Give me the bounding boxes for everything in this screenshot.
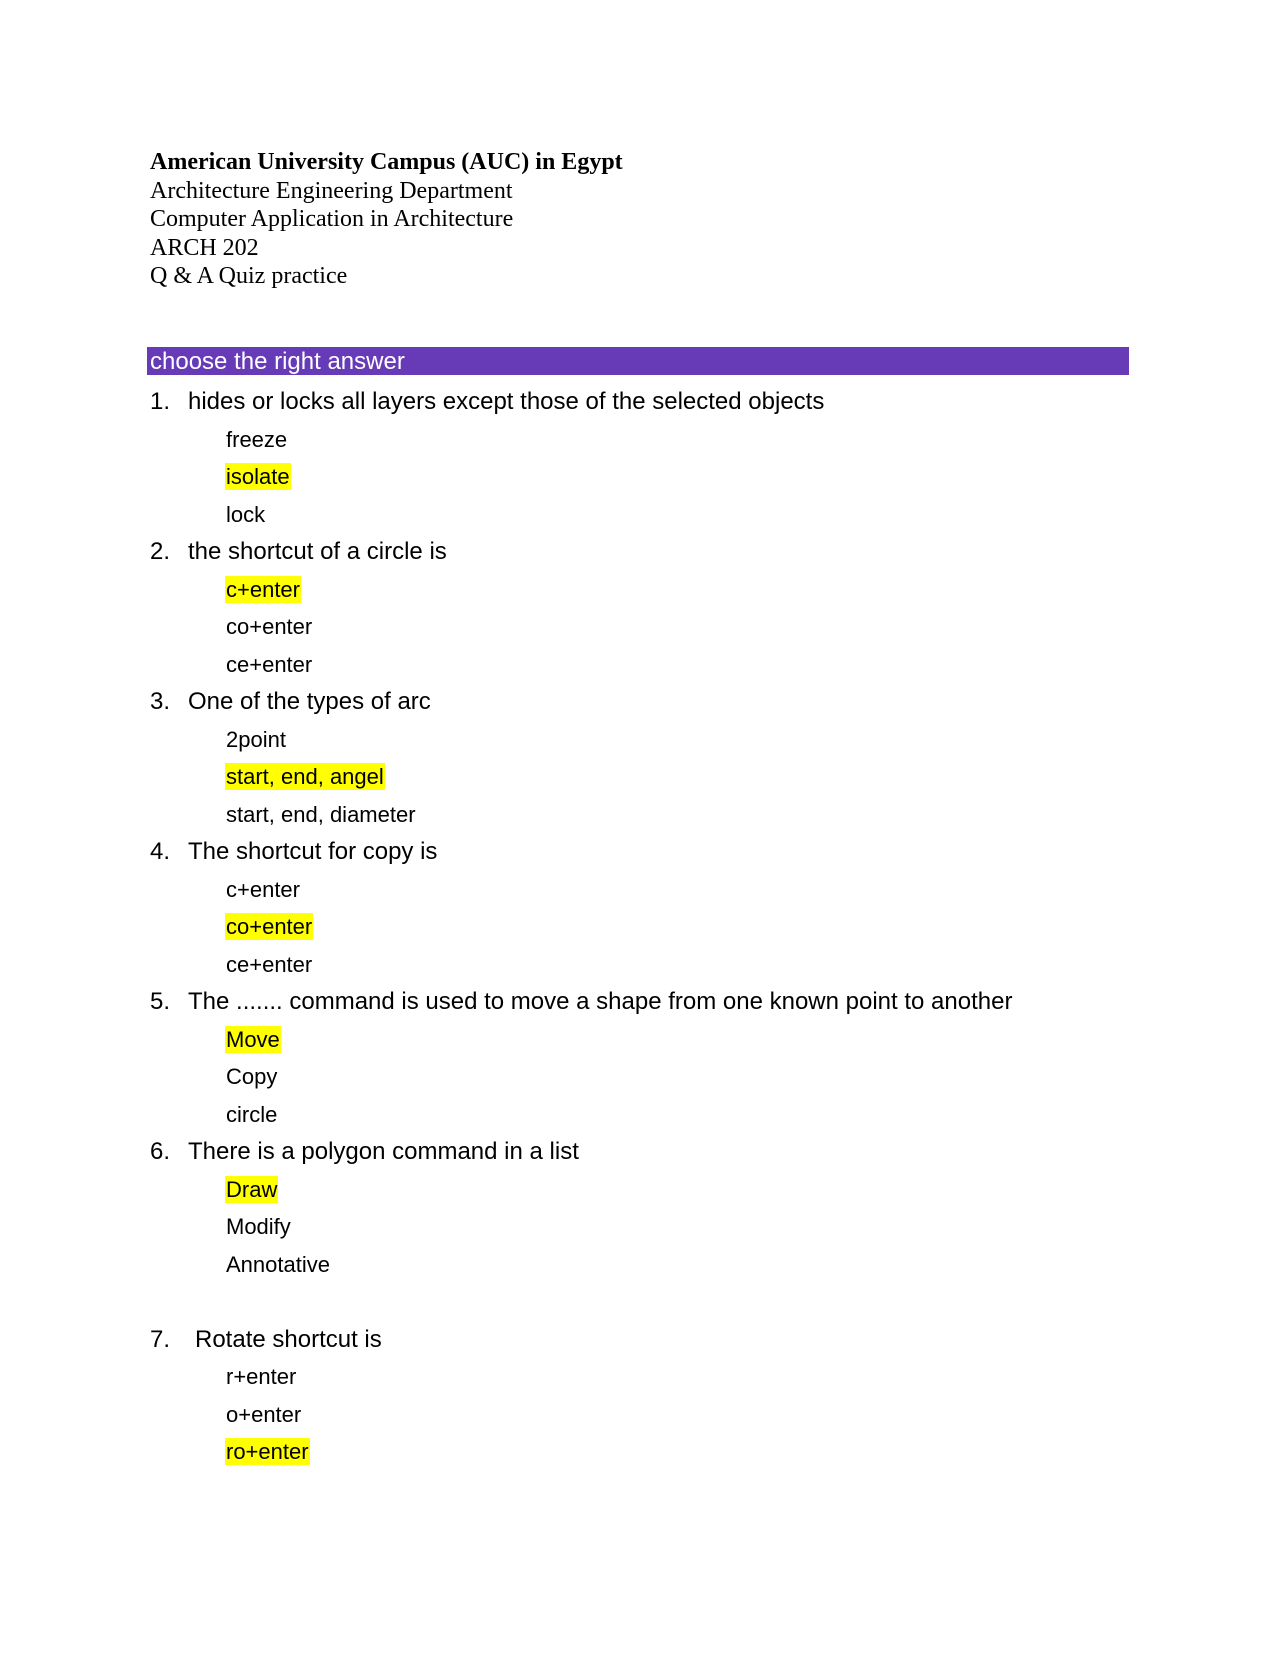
question-4 (150, 833, 1130, 983)
question-stem (150, 983, 1130, 1021)
course-code-line: ARCH 202 (150, 234, 259, 261)
answer-option (225, 646, 1130, 684)
question-stem (150, 683, 1130, 721)
question-5 (150, 983, 1130, 1133)
answer-option-correct (225, 458, 1130, 496)
answer-option (225, 1246, 1130, 1284)
answer-option (225, 421, 1130, 459)
question-stem (150, 1321, 1130, 1359)
option-text: co+enter (226, 614, 313, 639)
course-name-line: Computer Application in Architecture (150, 206, 514, 233)
option-text: Annotative (226, 1251, 330, 1277)
answer-option (225, 1096, 1130, 1134)
answer-option (225, 1208, 1130, 1246)
question-number: 2. (150, 538, 171, 565)
question-text: The ....... command is used to move a shape from one known point to another (188, 988, 1013, 1015)
option-text: ro+enter (226, 1439, 309, 1464)
answer-option-correct (225, 1171, 1130, 1209)
blank-line (150, 1283, 1130, 1321)
quiz-title-line: Q & A Quiz practice (150, 263, 348, 290)
university-title: American University Campus (AUC) in Egypt (150, 149, 623, 175)
question-number: 6. (150, 1138, 171, 1165)
option-text: o+enter (226, 1401, 302, 1427)
question-text: One of the types of arc (188, 688, 431, 715)
option-text: c+enter (226, 576, 300, 602)
question-stem (150, 833, 1130, 871)
question-list (150, 383, 1130, 1471)
option-text: ce+enter (226, 951, 313, 977)
question-number: 1. (150, 388, 171, 415)
answer-option (225, 796, 1130, 834)
question-number: 4. (150, 838, 171, 865)
question-3 (150, 683, 1130, 833)
option-text: freeze (226, 426, 288, 452)
question-stem (150, 1133, 1130, 1171)
answer-option-correct (225, 1433, 1130, 1471)
question-7 (150, 1321, 1130, 1471)
option-text: start, end, angel (226, 764, 384, 789)
document-header (150, 148, 623, 291)
question-number: 3. (150, 688, 171, 715)
answer-option (225, 1396, 1130, 1434)
answer-option-correct (225, 1021, 1130, 1059)
question-stem (150, 383, 1130, 421)
answer-option (225, 1058, 1130, 1096)
answer-option (225, 608, 1130, 646)
option-text: isolate (226, 464, 290, 489)
option-text: Draw (226, 1176, 278, 1202)
answer-option-correct (225, 571, 1130, 609)
question-text: Rotate shortcut is (195, 1325, 382, 1353)
option-text: Move (226, 1026, 280, 1052)
question-text: The shortcut for copy is (188, 838, 438, 865)
answer-option (225, 946, 1130, 984)
answer-option (225, 721, 1130, 759)
question-2 (150, 533, 1130, 683)
answer-option (225, 871, 1130, 909)
question-stem (150, 533, 1130, 571)
option-text: co+enter (226, 914, 313, 939)
department-line: Architecture Engineering Department (150, 177, 513, 204)
option-text: ce+enter (226, 651, 313, 677)
question-text: the shortcut of a circle is (188, 538, 447, 565)
question-number: 7. (150, 1325, 171, 1353)
option-text: circle (226, 1101, 278, 1127)
answer-option (225, 496, 1130, 534)
option-text: c+enter (226, 876, 300, 902)
question-1 (150, 383, 1130, 533)
option-text: Modify (226, 1214, 291, 1239)
question-6 (150, 1133, 1130, 1283)
option-text: start, end, diameter (226, 801, 416, 827)
answer-option-correct (225, 908, 1130, 946)
answer-option-correct (225, 758, 1130, 796)
question-text: hides or locks all layers except those of the selected objects (188, 388, 825, 415)
option-text: Copy (226, 1064, 278, 1089)
question-number: 5. (150, 988, 171, 1015)
option-text: lock (226, 501, 266, 527)
option-text: r+enter (226, 1364, 297, 1389)
section-heading-banner: choose the right answer (147, 347, 1129, 375)
question-text: There is a polygon command in a list (188, 1138, 579, 1165)
option-text: 2point (226, 726, 286, 752)
answer-option (225, 1358, 1130, 1396)
